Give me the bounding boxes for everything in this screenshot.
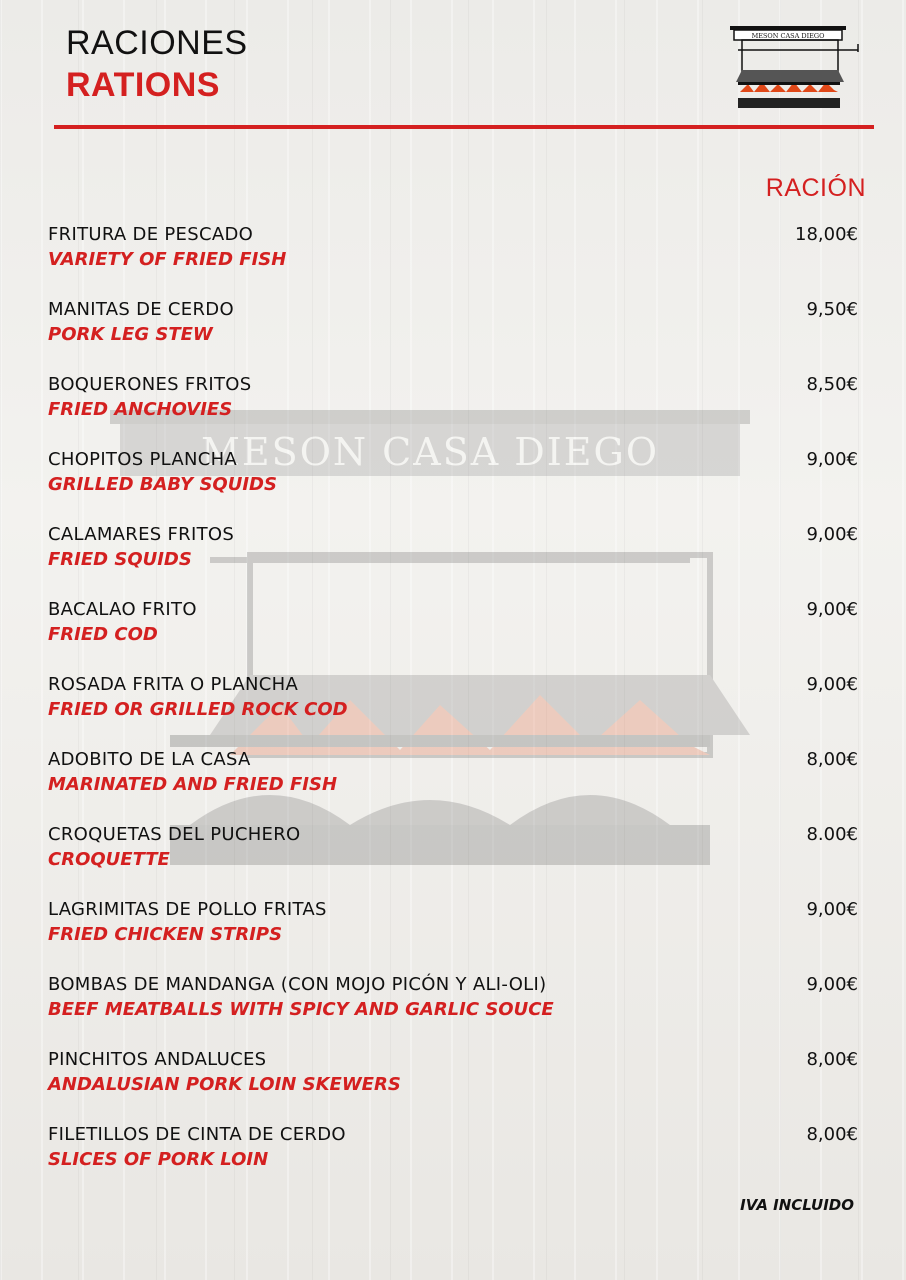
menu-item xyxy=(48,299,858,374)
item-name-en: SLICES OF PORK LOIN xyxy=(48,1149,269,1170)
item-name-es: CROQUETAS DEL PUCHERO xyxy=(48,824,301,845)
item-name-es: CHOPITOS PLANCHA xyxy=(48,449,238,470)
item-price: 8,00€ xyxy=(806,1049,858,1070)
item-name-en: FRIED SQUIDS xyxy=(48,549,192,570)
item-name-es: CALAMARES FRITOS xyxy=(48,524,235,545)
item-price: 9,00€ xyxy=(806,674,858,695)
item-price: 18,00€ xyxy=(795,224,858,245)
menu-item xyxy=(48,449,858,524)
item-name-es: LAGRIMITAS DE POLLO FRITAS xyxy=(48,899,327,920)
item-price: 8,50€ xyxy=(806,374,858,395)
item-name-es: PINCHITOS ANDALUCES xyxy=(48,1049,267,1070)
watermark-text: MESON CASA DIEGO xyxy=(201,430,659,474)
menu-item xyxy=(48,1124,858,1199)
menu-item xyxy=(48,974,858,1049)
page-subtitle: RATIONS xyxy=(66,66,220,104)
item-name-en: FRIED COD xyxy=(48,624,158,645)
item-name-en: ANDALUSIAN PORK LOIN SKEWERS xyxy=(48,1074,401,1095)
item-name-es: BOQUERONES FRITOS xyxy=(48,374,252,395)
item-price: 9,00€ xyxy=(806,449,858,470)
item-price: 8,00€ xyxy=(806,749,858,770)
item-name-es: MANITAS DE CERDO xyxy=(48,299,234,320)
menu-item xyxy=(48,674,858,749)
item-name-es: ADOBITO DE LA CASA xyxy=(48,749,251,770)
item-name-en: FRIED ANCHOVIES xyxy=(48,399,233,420)
item-name-es: FRITURA DE PESCADO xyxy=(48,224,254,245)
item-name-en: GRILLED BABY SQUIDS xyxy=(48,474,277,495)
item-name-es: FILETILLOS DE CINTA DE CERDO xyxy=(48,1124,346,1145)
item-name-en: FRIED CHICKEN STRIPS xyxy=(48,924,283,945)
item-price: 9,00€ xyxy=(806,974,858,995)
page-title: RACIONES xyxy=(66,24,248,62)
menu-item xyxy=(48,224,858,299)
item-name-es: BOMBAS DE MANDANGA (CON MOJO PICÓN Y ALI-OLI) xyxy=(48,974,547,995)
price-column-header: RACIÓN xyxy=(765,174,866,202)
item-name-en: BEEF MEATBALLS WITH SPICY AND GARLIC SOUCE xyxy=(48,999,554,1020)
item-name-es: ROSADA FRITA O PLANCHA xyxy=(48,674,299,695)
tax-note: IVA INCLUIDO xyxy=(740,1196,854,1214)
menu-item xyxy=(48,824,858,899)
menu-item xyxy=(48,374,858,449)
grill-logo-icon xyxy=(728,24,862,110)
item-name-en: PORK LEG STEW xyxy=(48,324,213,345)
item-name-es: BACALAO FRITO xyxy=(48,599,197,620)
item-name-en: VARIETY OF FRIED FISH xyxy=(48,249,287,270)
header-divider xyxy=(54,125,874,129)
item-price: 9,50€ xyxy=(806,299,858,320)
item-price: 8.00€ xyxy=(806,824,858,845)
logo-text: MESON CASA DIEGO xyxy=(751,32,825,40)
menu-item xyxy=(48,1049,858,1124)
item-price: 9,00€ xyxy=(806,524,858,545)
item-price: 9,00€ xyxy=(806,899,858,920)
menu-list xyxy=(48,224,858,1199)
item-price: 9,00€ xyxy=(806,599,858,620)
menu-item xyxy=(48,899,858,974)
item-name-en: CROQUETTE xyxy=(48,849,170,870)
item-name-en: FRIED OR GRILLED ROCK COD xyxy=(48,699,348,720)
menu-item xyxy=(48,749,858,824)
menu-item xyxy=(48,599,858,674)
item-price: 8,00€ xyxy=(806,1124,858,1145)
item-name-en: MARINATED AND FRIED FISH xyxy=(48,774,338,795)
menu-item xyxy=(48,524,858,599)
